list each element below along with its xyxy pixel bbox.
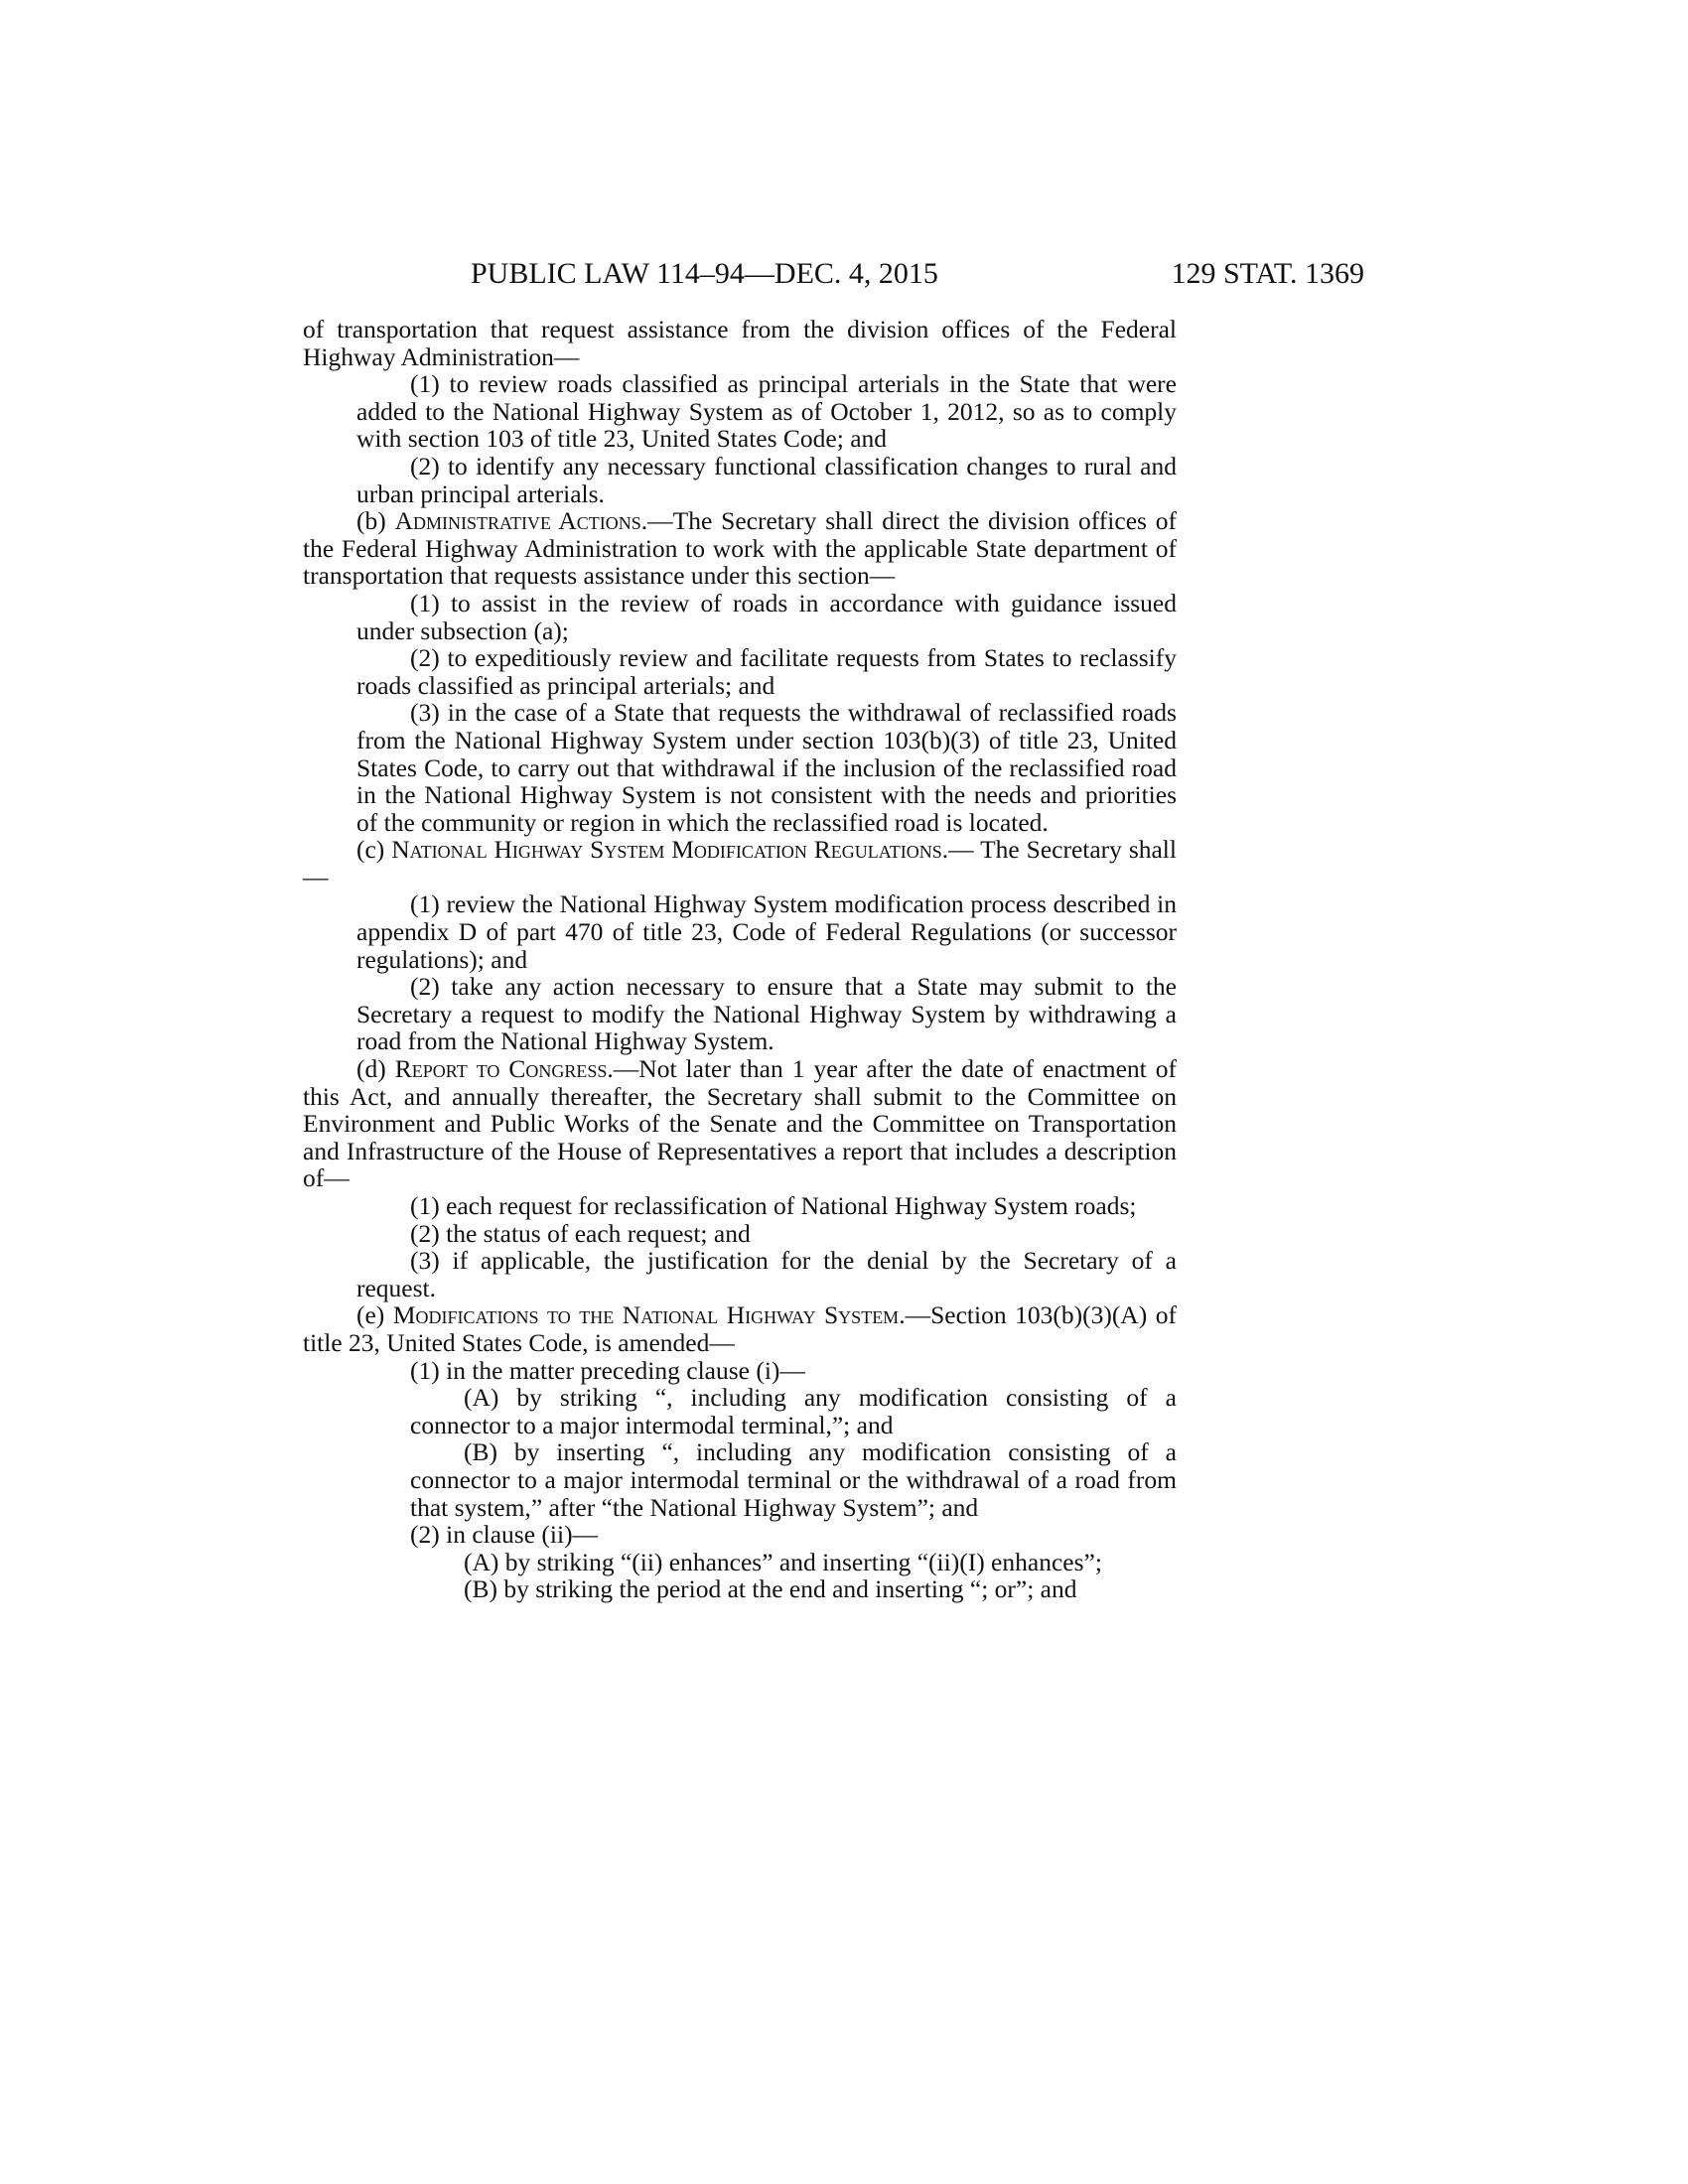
running-head-title: PUBLIC LAW 114–94—DEC. 4, 2015 — [471, 257, 938, 290]
subparagraph-e-2-B: (B) by striking the period at the end and inserting “; or”; and — [464, 1574, 1077, 1604]
paragraph-d-2: (2) the status of each request; and — [410, 1218, 751, 1248]
subsection-d — [303, 1055, 1177, 1192]
paragraph-c-1: (1) review the National Highway System modification process described in appendix D of part 470 of title 23, Code of Federal Regulations (or successor regulations); and — [356, 889, 1177, 974]
body-text — [303, 316, 1177, 1603]
subsection-b — [303, 507, 1177, 590]
subsection-e — [303, 1301, 1177, 1356]
paragraph-a-1: (1) to review roads classified as principal arterials in the State that were added to the National Highway System as of October 1, 2012, so as to comply with section 103 of title 23, United States Code; and — [356, 369, 1177, 454]
paragraph-d-3: (3) if applicable, the justification for the denial by the Secretary of a request. — [356, 1246, 1177, 1302]
subsection-b-heading: Administrative Actions — [394, 506, 641, 536]
paragraph-e-2: (2) in clause (ii)— — [410, 1520, 599, 1550]
subparagraph-e-1-A: (A) by striking “, including any modification consisting of a connector to a major intermodal terminal,”; and — [410, 1383, 1177, 1439]
subsection-c — [303, 836, 1177, 890]
paragraph-b-2: (2) to expeditiously review and facilitate requests from States to reclassify roads classified as principal arterials; and — [356, 643, 1177, 700]
subsection-b-marker: (b) — [356, 506, 395, 536]
paragraph-intro: of transportation that request assistance from the division offices of the Federal Highway Administration— — [303, 315, 1177, 371]
subsection-d-heading: Report to Congress — [394, 1054, 608, 1084]
subparagraph-e-2-A: (A) by striking “(ii) enhances” and inserting “(ii)(I) enhances”; — [464, 1547, 1102, 1576]
paragraph-c-2: (2) take any action necessary to ensure that a State may submit to the Secretary a request to modify the National Highway System by withdrawing a road from the National Highway System. — [356, 972, 1177, 1056]
subsection-e-heading: Modifications to the National Highway System — [392, 1300, 900, 1330]
paragraph-a-2: (2) to identify any necessary functional classification changes to rural and urban principal arterials. — [356, 451, 1177, 508]
paragraph-b-3: (3) in the case of a State that requests the withdrawal of reclassified roads from the National Highway System under section 103(b)(3) of title 23, United States Code, to carry out that withdrawal if the inclusion of the reclassified road in the National Highway System is not consistent with the needs and priorities of the community or region in which the reclassified road is located. — [356, 698, 1177, 837]
paragraph-b-1: (1) to assist in the review of roads in accordance with guidance issued under subsection (a); — [356, 588, 1177, 645]
subsection-e-text: .—Section 103(b)(3)(A) of title 23, United States Code, is amended— — [303, 1300, 1177, 1357]
subsection-c-marker: (c) — [356, 835, 392, 865]
running-head — [471, 254, 1364, 294]
running-head-stat: 129 STAT. 1369 — [1171, 257, 1364, 290]
subsection-e-marker: (e) — [356, 1300, 393, 1330]
subparagraph-e-1-B: (B) by inserting “, including any modification consisting of a connector to a major intermodal terminal or the withdrawal of a road from that system,” after “the National Highway System”; and — [410, 1437, 1177, 1522]
subsection-c-heading: National Highway System Modification Regulations — [391, 835, 942, 865]
subsection-d-text: .—Not later than 1 year after the date of enactment of this Act, and annually thereafter, the Secretary shall submit to the Committee on Environment and Public Works of the Senate and the Committee on Transportation and Infrastructure of the House of Representatives a report that includes a description of— — [303, 1054, 1178, 1193]
subsection-c-text: .— The Secretary shall— — [303, 835, 1177, 891]
paragraph-e-1: (1) in the matter preceding clause (i)— — [410, 1355, 805, 1385]
subsection-d-marker: (d) — [356, 1054, 395, 1084]
subsection-b-text: .—The Secretary shall direct the division offices of the Federal Highway Administration to work with the applicable State department of transportation that requests assistance under this section— — [303, 506, 1177, 591]
paragraph-d-1: (1) each request for reclassification of National Highway System roads; — [410, 1191, 1137, 1220]
